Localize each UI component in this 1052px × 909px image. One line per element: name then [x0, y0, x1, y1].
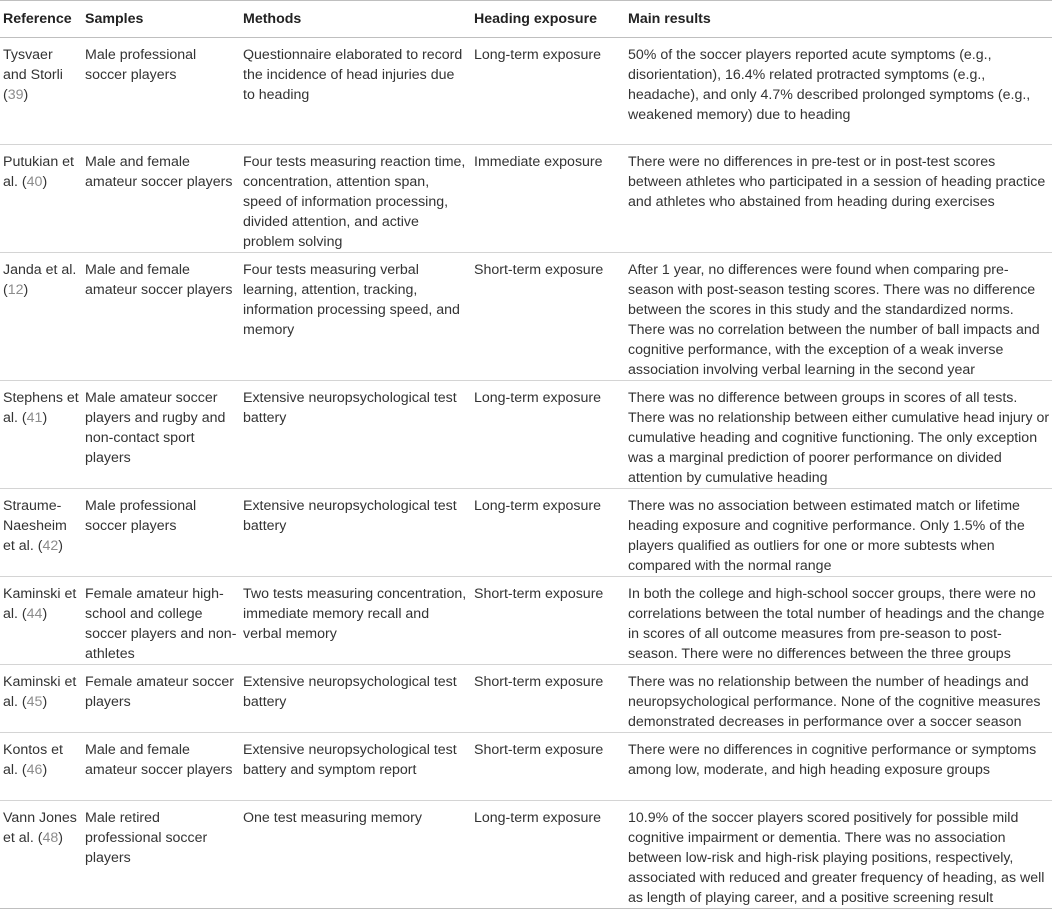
cell-methods: One test measuring memory	[240, 801, 471, 909]
table-row	[0, 577, 1052, 665]
cell-main-results: In both the college and high-school soccer groups, there were no correlations between the total number of headings and the change in scores of all outcome measures from pre-season to post-season. There were no differences between the three groups	[625, 577, 1052, 665]
cell-samples: Male and female amateur soccer players	[82, 145, 240, 253]
cell-reference: Tysvaer and Storli (39)	[0, 38, 82, 145]
reference-author: Putukian et al.	[3, 154, 74, 190]
cell-heading-exposure: Short-term exposure	[471, 577, 625, 665]
cell-main-results: There were no differences in cognitive performance or symptoms among low, moderate, and high heading exposure groups	[625, 733, 1052, 801]
cell-samples: Male retired professional soccer players	[82, 801, 240, 909]
table-row	[0, 38, 1052, 145]
reference-author: Vann Jones et al.	[3, 810, 77, 846]
cell-main-results: There was no association between estimated match or lifetime heading exposure and cognitive performance. Only 1.5% of the players qualified as outliers for one or more subtests when compared with the normal range	[625, 489, 1052, 577]
header-main-results: Main results	[625, 1, 1052, 38]
reference-author: Kontos et al.	[3, 742, 63, 778]
cell-methods: Extensive neuropsychological test battery	[240, 665, 471, 733]
header-methods: Methods	[240, 1, 471, 38]
citation-number[interactable]: 46	[26, 762, 43, 778]
cell-heading-exposure: Long-term exposure	[471, 38, 625, 145]
cell-samples: Female amateur soccer players	[82, 665, 240, 733]
cell-main-results: 50% of the soccer players reported acute symptoms (e.g., disorientation), 16.4% related protracted symptoms (e.g., headache), and only 4.7% described prolonged symptoms (e.g., weakened memory) due to heading	[625, 38, 1052, 145]
table-row	[0, 145, 1052, 253]
cell-heading-exposure: Long-term exposure	[471, 801, 625, 909]
cell-heading-exposure: Short-term exposure	[471, 665, 625, 733]
citation-number[interactable]: 42	[42, 538, 59, 554]
cell-heading-exposure: Long-term exposure	[471, 381, 625, 489]
citation-number[interactable]: 48	[42, 830, 59, 846]
reference-author: Straume-Naesheim et al.	[3, 498, 67, 554]
cell-heading-exposure: Short-term exposure	[471, 733, 625, 801]
citation-number[interactable]: 45	[26, 694, 43, 710]
cell-main-results: 10.9% of the soccer players scored positively for possible mild cognitive impairment or dementia. There was no association between low-risk and high-risk playing positions, respectively, associated with reduced and greater frequency of heading, as well as length of playing career, and a positive screening result	[625, 801, 1052, 909]
cell-heading-exposure: Immediate exposure	[471, 145, 625, 253]
table-row	[0, 665, 1052, 733]
reference-author: Kaminski et al.	[3, 674, 77, 710]
table-row	[0, 801, 1052, 909]
cell-samples: Male and female amateur soccer players	[82, 253, 240, 381]
table-row	[0, 381, 1052, 489]
table-row	[0, 253, 1052, 381]
cell-methods: Extensive neuropsychological test battery	[240, 381, 471, 489]
cell-methods: Extensive neuropsychological test battery	[240, 489, 471, 577]
cell-reference: Janda et al. (12)	[0, 253, 82, 381]
header-heading-exposure: Heading exposure	[471, 1, 625, 38]
cell-reference: Stephens et al. (41)	[0, 381, 82, 489]
citation-number[interactable]: 40	[26, 174, 43, 190]
header-samples: Samples	[82, 1, 240, 38]
table-header-row	[0, 1, 1052, 38]
cell-methods: Questionnaire elaborated to record the incidence of head injuries due to heading	[240, 38, 471, 145]
cell-main-results: There was no difference between groups in scores of all tests. There was no relationship between either cumulative head injury or cumulative heading and cognitive functioning. The only exception was a marginal prediction of poorer performance on divided attention by cumulative heading	[625, 381, 1052, 489]
table-row	[0, 489, 1052, 577]
citation-number[interactable]: 44	[26, 606, 43, 622]
cell-samples: Male amateur soccer players and rugby and non-contact sport players	[82, 381, 240, 489]
cell-methods: Four tests measuring reaction time, concentration, attention span, speed of information processing, divided attention, and active problem solving	[240, 145, 471, 253]
cell-samples: Male professional soccer players	[82, 38, 240, 145]
table-row	[0, 733, 1052, 801]
cell-reference: Kaminski et al. (44)	[0, 577, 82, 665]
citation-number[interactable]: 41	[26, 410, 43, 426]
cell-reference: Kaminski et al. (45)	[0, 665, 82, 733]
cell-heading-exposure: Long-term exposure	[471, 489, 625, 577]
cell-reference: Kontos et al. (46)	[0, 733, 82, 801]
cell-samples: Male and female amateur soccer players	[82, 733, 240, 801]
cell-samples: Female amateur high-school and college soccer players and non-athletes	[82, 577, 240, 665]
reference-author: Kaminski et al.	[3, 586, 77, 622]
cell-main-results: There was no relationship between the number of headings and neuropsychological performance. None of the cognitive measures demonstrated decreases in performance over a soccer season	[625, 665, 1052, 733]
citation-number[interactable]: 39	[7, 87, 24, 103]
cell-reference: Vann Jones et al. (48)	[0, 801, 82, 909]
cell-methods: Extensive neuropsychological test battery and symptom report	[240, 733, 471, 801]
cell-main-results: There were no differences in pre-test or in post-test scores between athletes who participated in a session of heading practice and athletes who abstained from heading during exercises	[625, 145, 1052, 253]
cell-methods: Two tests measuring concentration, immediate memory recall and verbal memory	[240, 577, 471, 665]
cell-reference: Putukian et al. (40)	[0, 145, 82, 253]
cell-methods: Four tests measuring verbal learning, attention, tracking, information processing speed, and memory	[240, 253, 471, 381]
reference-author: Tysvaer and Storli	[3, 47, 63, 83]
table-body	[0, 38, 1052, 909]
cell-heading-exposure: Short-term exposure	[471, 253, 625, 381]
cell-reference: Straume-Naesheim et al. (42)	[0, 489, 82, 577]
citation-number[interactable]: 12	[7, 282, 24, 298]
header-reference: Reference	[0, 1, 82, 38]
reference-author: Janda et al.	[3, 262, 77, 278]
cell-samples: Male professional soccer players	[82, 489, 240, 577]
reference-author: Stephens et al.	[3, 390, 79, 426]
cell-main-results: After 1 year, no differences were found when comparing pre-season with post-season testing scores. There was no difference between the scores in this study and the standardized norms. There was no correlation between the number of ball impacts and cognitive performance, with the exception of a weak inverse association involving verbal learning in the second year	[625, 253, 1052, 381]
